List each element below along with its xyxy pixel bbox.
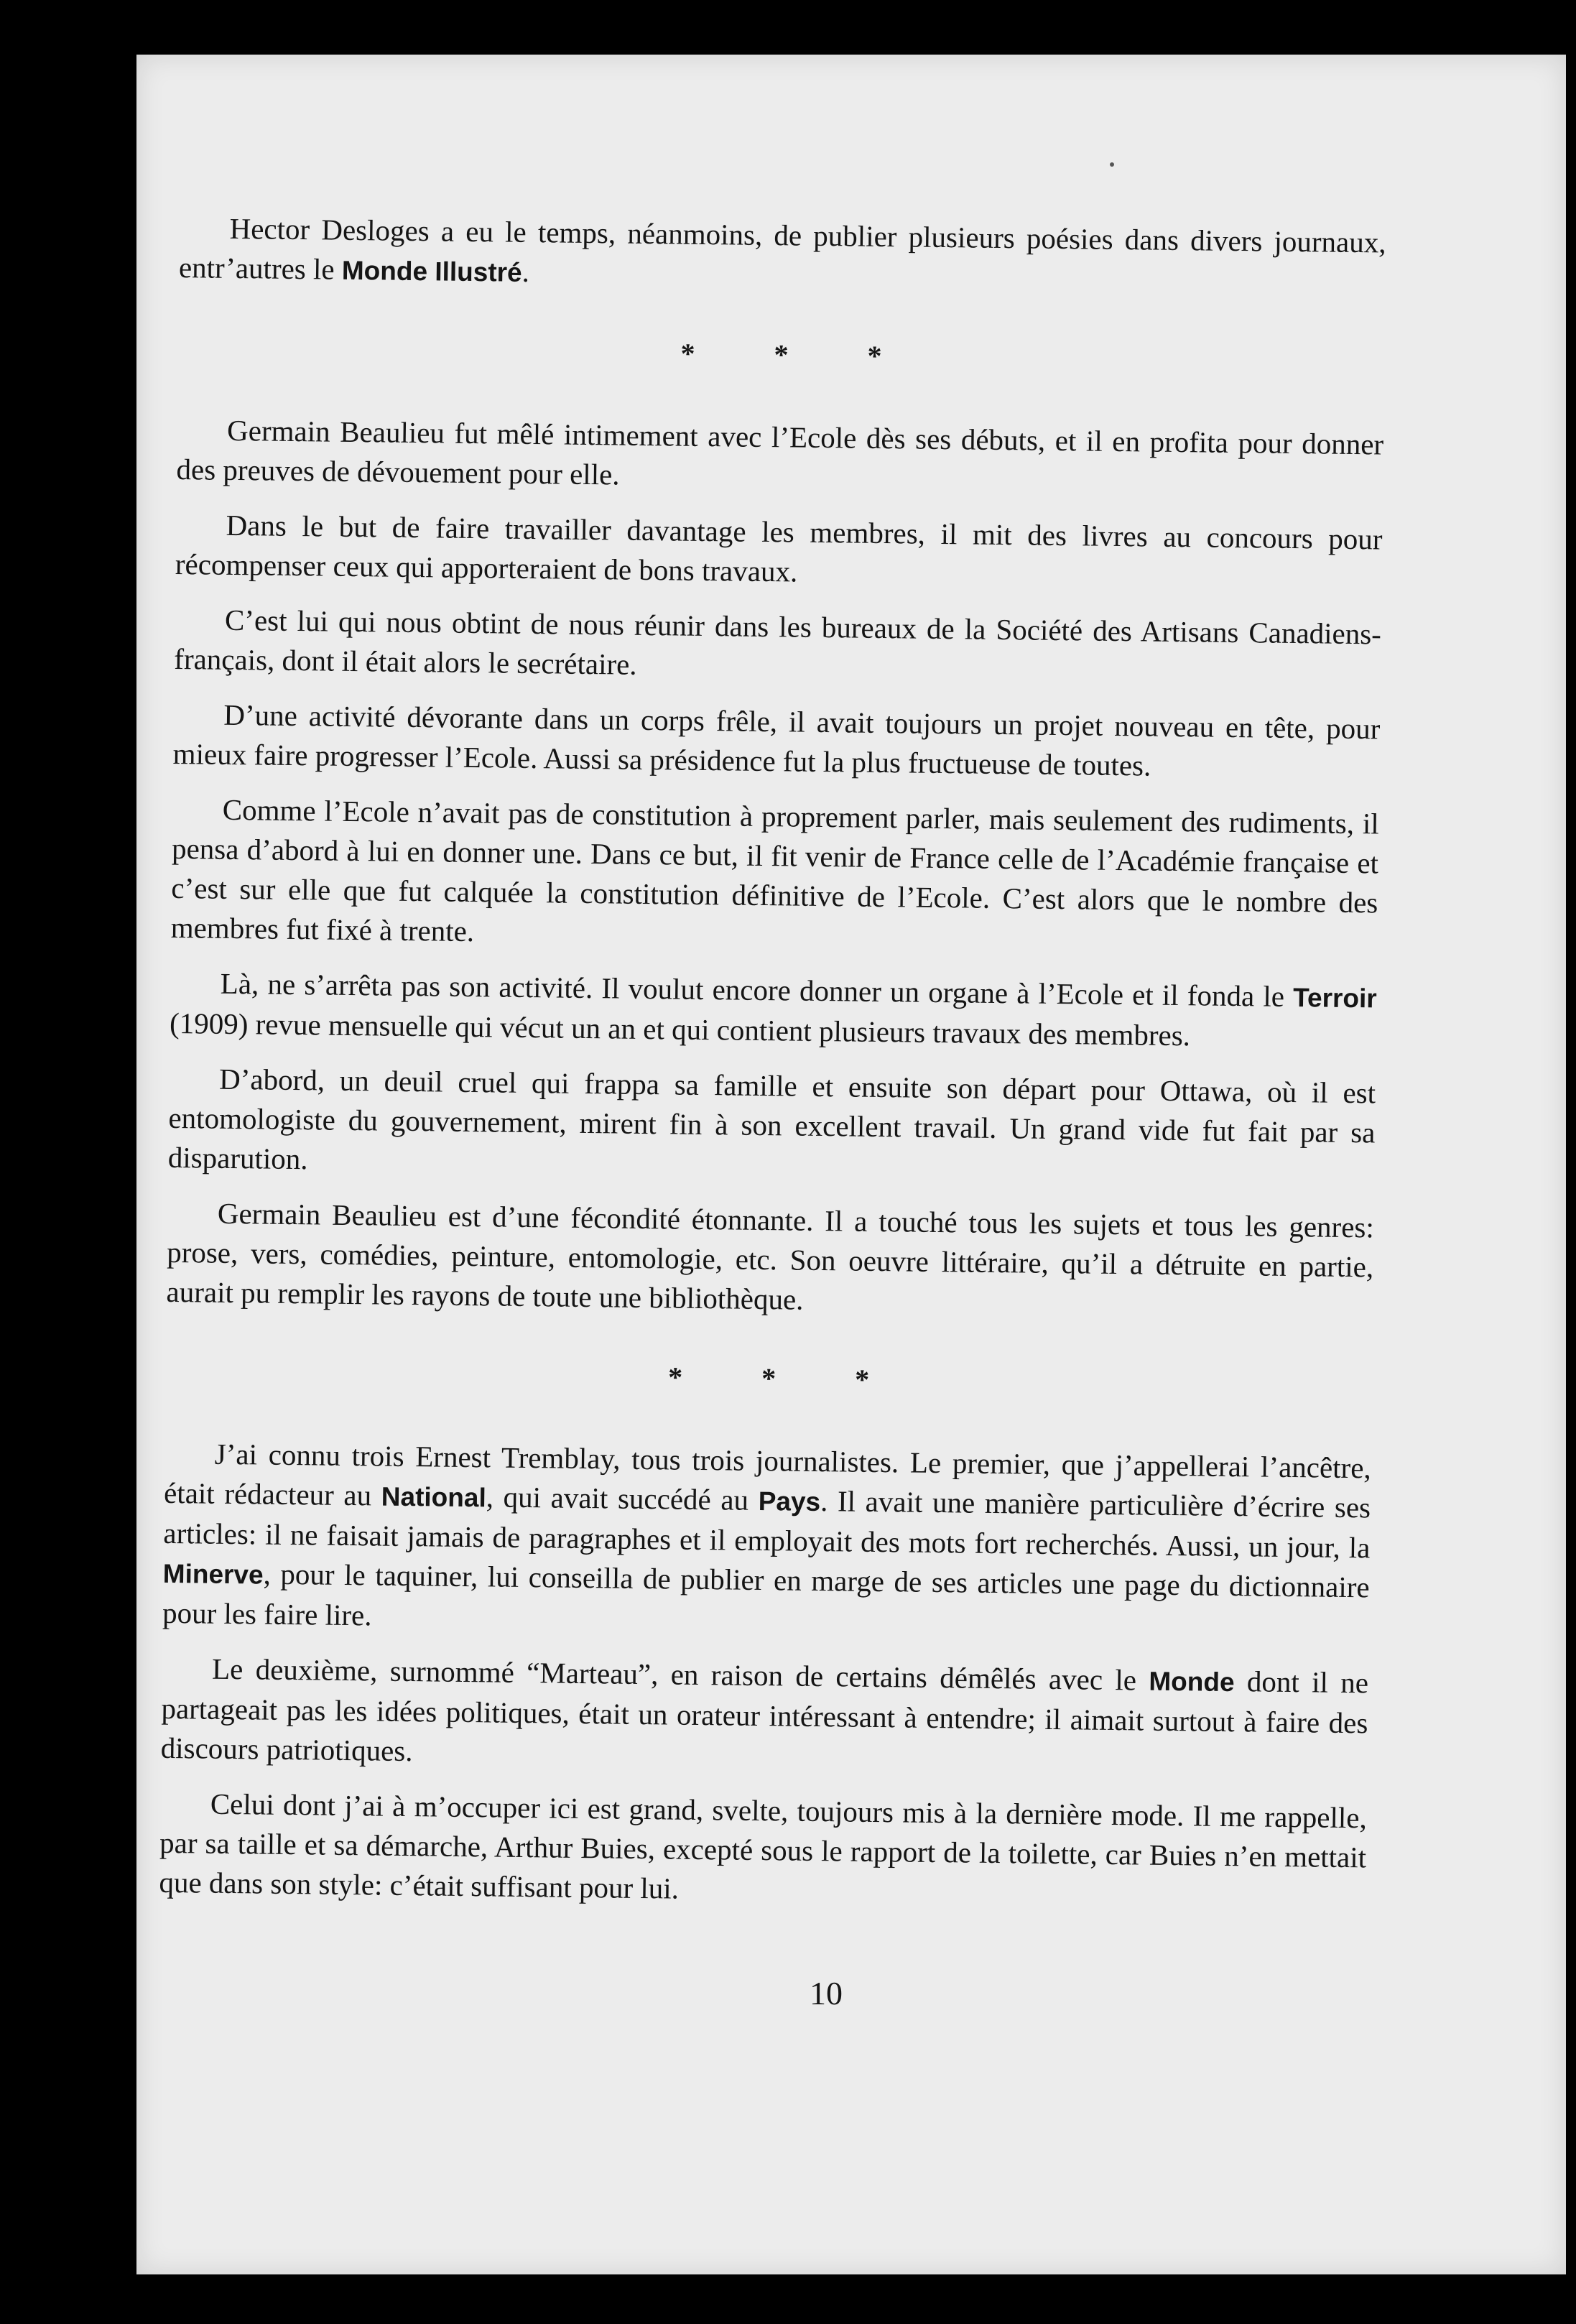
text-run: , pour le taquiner, lui conseilla de publier en marge de ses articles une page du dictionnaire pour les faire lire. [162, 1557, 1370, 1632]
paragraph [176, 410, 1383, 504]
paragraph [179, 208, 1386, 303]
text-run: Celui dont j’ai à m’occuper ici est grand, svelte, toujours mis à la dernière mode. Il me rappelle, par sa taille et sa démarche, Arthur Buies, excepté sous le rapport de la toilette, car Buies n’en mettait que dans son style: c’était suffisant pour lui. [159, 1787, 1368, 1905]
section-desloges [179, 208, 1386, 303]
bold-title: Terroir [1292, 983, 1377, 1014]
text-run: D’une activité dévorante dans un corps frêle, il avait toujours un projet nouveau en tête, pour mieux faire progresser l’Ecole. Aussi sa présidence fut la plus fructueuse de toutes. [172, 698, 1381, 782]
text-run: Le deuxième, surnommé “Marteau”, en raison de certains démêlés avec le [211, 1652, 1149, 1697]
text-run: . Il avait une manière particulière d’écrire ses articles: il ne faisait jamais de paragraphes et il employait des mots fort recherchés. Aussi, un jour, la [163, 1484, 1371, 1565]
text-run: Germain Beaulieu est d’une fécondité étonnante. Il a touché tous les sujets et tous les genres: prose, vers, comédies, peinture, entomologie, etc. Son oeuvre littéraire, qu’il a détruite en partie, aurait pu remplir les rayons de toute une bibliothèque. [166, 1196, 1375, 1316]
text-run: C’est lui qui nous obtint de nous réunir dans les bureaux de la Société des Artisans Canadiens-français, dont il était alors le secrétaire. [174, 603, 1382, 681]
page-speck [1110, 162, 1114, 167]
text-run: Hector Desloges a eu le temps, néanmoins, de publier plusieurs poésies dans divers journaux, entr’autres le [178, 211, 1386, 286]
text-run: , qui avait succédé au [486, 1480, 759, 1517]
paragraph [166, 1193, 1374, 1327]
text-run: J’ai connu trois Ernest Tremblay, tous trois journalistes. Le premier, que j’appellerai l’ancêtre, était rédacteur au [163, 1437, 1371, 1512]
section-separator-1: * * * [680, 337, 918, 373]
text-run: Comme l’Ecole n’avait pas de constitution à proprement parler, mais seulement des rudiments, il pensa d’abord à lui en donner une. Dans ce but, il fit venir de France celle de l’Académie française et c’est sur elle que fut calquée la constitution définitive de l’Ecole. C’est alors que le nombre des membres fut fixé à trente. [170, 792, 1379, 948]
text-run: dont il ne partageait pas les idées politiques, était un orateur intéressant à entendre; il aimait surtout à faire des discours patriotiques. [160, 1665, 1369, 1768]
paragraph [175, 505, 1383, 599]
text-run: (1909) revue mensuelle qui vécut un an et qui contient plusieurs travaux des membres. [169, 1006, 1191, 1052]
paragraph [170, 963, 1377, 1058]
page-text [159, 208, 1386, 1932]
paragraph [162, 1434, 1371, 1648]
bold-title: Pays [758, 1486, 821, 1517]
text-run: . [522, 254, 530, 288]
paragraph [159, 1784, 1367, 1917]
bold-title: Monde Illustré [341, 255, 522, 287]
paragraph [160, 1649, 1368, 1783]
paragraph [170, 790, 1379, 963]
section-separator-2: * * * [667, 1361, 906, 1397]
bold-title: National [381, 1481, 487, 1513]
bold-title: Monde [1149, 1666, 1235, 1698]
bold-title: Minerve [162, 1558, 264, 1590]
section-beaulieu [166, 410, 1383, 1326]
paragraph [172, 695, 1380, 789]
text-run: Dans le but de faire travailler davantage les membres, il mit des livres au concours pour récompenser ceux qui apporteraient de bons travaux. [175, 508, 1383, 588]
paragraph [174, 600, 1381, 694]
page-number: 10 [810, 1975, 843, 2011]
paragraph [168, 1059, 1376, 1193]
section-tremblay [159, 1434, 1371, 1917]
text-run: Germain Beaulieu fut mêlé intimement avec l’Ecole dès ses débuts, et il en profita pour donner des preuves de dévouement pour elle. [176, 413, 1384, 491]
text-run: Là, ne s’arrêta pas son activité. Il voulut encore donner un organe à l’Ecole et il fonda le [220, 966, 1294, 1014]
text-run: D’abord, un deuil cruel qui frappa sa famille et ensuite son départ pour Ottawa, où il est entomologiste du gouvernement, mirent fin à son excellent travail. Un grand vide fut fait par sa disparution. [167, 1062, 1376, 1176]
